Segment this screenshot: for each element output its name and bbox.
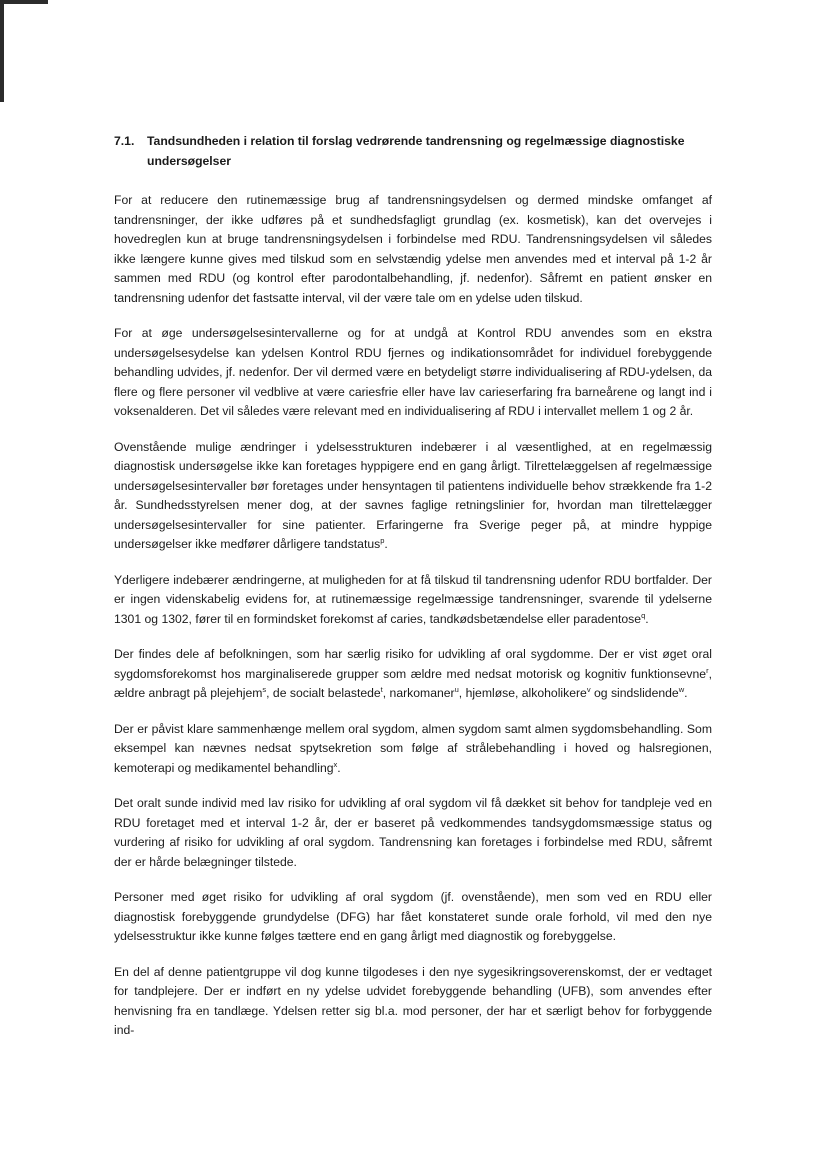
scan-artifact-left-edge xyxy=(0,0,4,102)
section-heading xyxy=(114,132,712,171)
document-paragraph: Der er påvist klare sammenhænge mellem oral sygdom, almen sygdom samt almen sygdomsbehandling. Som eksempel kan nævnes nedsat spytsekretion som følge af strålebehandling i hoved og halsregionen, kemoterapi og medikamentel behandling$^x$. xyxy=(114,721,712,775)
section-title: Tandsundheden i relation til forslag vedrørende tandrensning og regelmæssige diagnostiske undersøgelser xyxy=(147,134,685,168)
document-paragraph: Ovenstående mulige ændringer i ydelsesstrukturen indebærer i al væsentlighed, at en regelmæssig diagnostisk undersøgelse ikke kan foretages hyppigere end en gang årligt. Tilrettelæggelsen af regelmæssige undersøgelsesintervaller bør foretages under hensyntagen til patientens individuelle behov strækkende fra 1-2 år. Sundhedsstyrelsen mener dog, at der savnes faglige retningslinier for, hvordan man tilrettelægger undersøgelsesintervaller for sine patienter. Erfaringerne fra Sverige peger på, at mindre hyppige undersøgelser ikke medfører dårligere tandstatus$^p$. xyxy=(114,439,712,551)
document-paragraph: Personer med øget risiko for udvikling af oral sygdom (jf. ovenstående), men som ved en RDU eller diagnostisk forebyggende grundydelse (DFG) har fået konstateret sunde orale forhold, vil med den nye ydelsesstruktur ikke kunne følges tættere end en gang årligt med diagnostik og forebyggelse. xyxy=(114,890,712,943)
document-paragraph: Det oralt sunde individ med lav risiko for udvikling af oral sygdom vil få dækket sit behov for tandpleje ved en RDU foretaget med et interval 1-2 år, der er baseret på vedkommendes tandsygdomsmæssige status og vurdering af risiko for udvikling af oral sygdom. Tandrensning kan foretages i forbindelse med RDU, såfremt der er hårde belægninger tilstede. xyxy=(114,796,712,869)
document-paragraph: For at reducere den rutinemæssige brug af tandrensningsydelsen og dermed mindske omfanget af tandrensninger, der ikke udføres på et sundhedsfagligt grundlag (ex. kosmetisk), kan det overvejes i hovedreglen kun at bruge tandrensningsydelsen i forbindelse med RDU. Tandrensningsydelsen vil således ikke længere kunne gives med tilskud som en selvstændig ydelse men anvendes med et interval på 1-2 år sammen med RDU (og kontrol efter parodontalbehandling, jf. nedenfor). Såfremt en patient ønsker en tandrensning udenfor det fastsatte interval, vil der være tale om en ydelse uden tilskud. xyxy=(114,193,712,305)
document-paragraph: For at øge undersøgelsesintervallerne og for at undgå at Kontrol RDU anvendes som en ekstra undersøgelsesydelse kan ydelsen Kontrol RDU fjernes og indikationsområdet for individuel forebyggende behandling udvides, jf. nedenfor. Der vil dermed være en betydeligt større individualisering af RDU-ydelsen, da flere og flere personer vil vedblive at være cariesfrie eller have lav carieserfaring fra barneårene og langt ind i voksenalderen. Det vil således være relevant med en individualisering af RDU i intervallet mellem 1 og 2 år. xyxy=(114,326,712,418)
section-number: 7.1. xyxy=(114,134,135,148)
scan-artifact-top-edge xyxy=(0,0,48,4)
document-paragraph: En del af denne patientgruppe vil dog kunne tilgodeses i den nye sygesikringsoverenskomst, der er vedtaget for tandplejere. Der er indført en ny ydelse udvidet forebyggende behandling (UFB), som anvendes efter henvisning fra en tandlæge. Ydelsen retter sig bl.a. mod personer, der har et særligt behov for forbyggende ind- xyxy=(114,964,712,1037)
document-paragraph: Der findes dele af befolkningen, som har særlig risiko for udvikling af oral sygdomme. Der er vist øget oral sygdomsforekomst hos marginaliserede grupper som ældre med nedsat motorisk og kognitiv funktionsevne$^r$, ældre anbragt på plejehjem$^s$, de socialt belastede$^t$, narkomaner$^u$, hjemløse, alkoholikere$^v$ og sindslidende$^w$. xyxy=(114,647,712,700)
document-content xyxy=(114,132,712,1041)
document-paragraph: Yderligere indebærer ændringerne, at muligheden for at få tilskud til tandrensning udenfor RDU bortfalder. Der er ingen videnskabelig evidens for, at rutinemæssige regelmæssige tandrensninger, svarende til ydelserne 1301 og 1302, fører til en formindsket forekomst af caries, tandkødsbetændelse eller paradentose$^q$. xyxy=(114,572,712,626)
